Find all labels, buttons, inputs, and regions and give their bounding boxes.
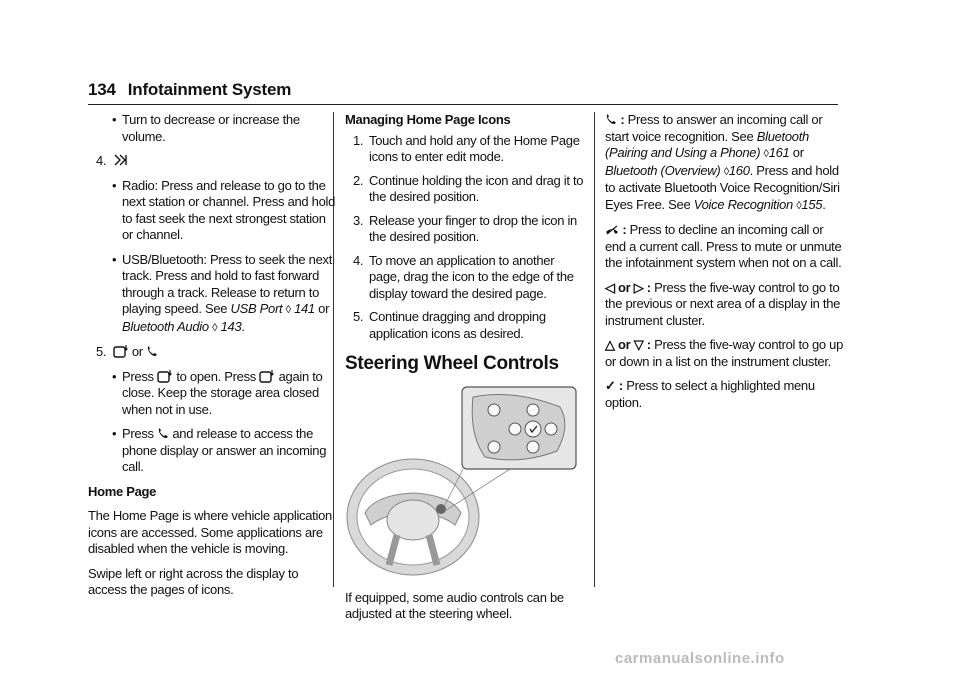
text: Press to answer an incoming call or start voice recognition. See (605, 112, 823, 144)
usb-port-link[interactable]: USB Port (230, 301, 283, 316)
step-text: Touch and hold any of the Home Page icons to enter edit mode. (369, 132, 580, 164)
or-text: or (318, 301, 330, 316)
column-2 (345, 112, 585, 631)
step-text: To move an application to another page, drag the icon to the edge of the display toward the desired page. (369, 252, 574, 301)
home-page-paragraph: Swipe left or right across the display to access the pages of icons. (88, 565, 299, 597)
page-header (88, 80, 291, 100)
right-arrow-icon: ▷ (633, 279, 644, 295)
voice-recognition-link[interactable]: Voice Recognition (693, 196, 793, 212)
page-ref[interactable]: 155 (801, 196, 823, 212)
text: Press to decline an incoming call or end a current call. Press to mute or unmute the infotainment system when not on a call. (605, 222, 842, 270)
bluetooth-audio-link[interactable]: Bluetooth Audio (122, 318, 209, 334)
phone-icon (157, 427, 169, 439)
page-ref-icon: ◊ (796, 199, 802, 212)
up-down-paragraph: △ or ▽ : Press the five-way control to go up or down in a list on the instrument cluster. (605, 337, 844, 369)
or-text: or (618, 279, 631, 295)
page-ref[interactable]: 160 (728, 162, 750, 178)
column-3 (605, 112, 845, 419)
text: again to close. Keep the storage area closed when not in use. (122, 368, 323, 417)
or-text: or (618, 337, 631, 352)
list-item (345, 133, 585, 166)
page-ref[interactable]: 161 (768, 145, 790, 160)
step-number: 4. (353, 252, 364, 268)
section-title: Steering Wheel Controls (345, 353, 559, 374)
bluetooth-overview-link[interactable]: Bluetooth (Overview) (605, 162, 721, 178)
figure-caption: If equipped, some audio controls can be adjusted at the steering wheel. (345, 589, 564, 621)
home-page-heading: Home Page (88, 483, 157, 499)
phone-icon (146, 345, 158, 357)
watermark: carmanualsonline.info (615, 650, 785, 667)
voice-phone-icon (605, 113, 617, 125)
text: to open. Press (176, 368, 256, 384)
text: Press (122, 368, 154, 384)
page-ref-icon: ◊ (723, 165, 729, 178)
list-item (345, 173, 585, 206)
item-4 (96, 153, 338, 170)
bullet-radio: • Radio: Press and release to go to the next station or channel. Press and hold to fast seek the next strongest station or channel. (88, 178, 338, 244)
steering-wheel-illustration (345, 385, 580, 580)
text: Press (122, 426, 154, 441)
step-number: 2. (353, 172, 364, 188)
seek-forward-icon (114, 154, 128, 166)
bullet-usb-text: USB/Bluetooth: Press to seek the next track. Press and hold to fast forward through a track. Release to return to playing speed. See (122, 251, 333, 316)
column-divider (594, 112, 595, 587)
list-item (345, 253, 585, 303)
up-arrow-icon: △ (605, 337, 615, 352)
item-number: 5. (96, 344, 107, 359)
text: Press the five-way control to go up or down in a list on the instrument cluster. (605, 337, 844, 369)
decline-call-paragraph: : Press to decline an incoming call or end a current call. Press to mute or unmute the infotainment system when not on a call. (605, 222, 842, 270)
text: . Press and hold to activate Bluetooth Voice Recognition/Siri Eyes Free. See (605, 162, 840, 212)
answer-call-paragraph: : Press to answer an incoming call or start voice recognition. See Bluetooth (Pairing and Using a Phone) ◊161 or Bluetooth (Overview) ◊160. Press and hold to activate Bluetooth Voice Recognition/Siri Eyes Free. See Voice Recognition ◊155. (605, 112, 840, 212)
bluetooth-pairing-link[interactable]: Bluetooth (Pairing and Using a Phone) (605, 128, 809, 160)
select-paragraph: ✓ : Press to select a highlighted menu option. (605, 378, 815, 410)
usb-page-ref[interactable]: 141 (294, 301, 315, 316)
hang-up-icon (605, 225, 619, 235)
step-text: Continue holding the icon and drag it to the desired position. (369, 172, 584, 204)
step-text: Release your finger to drop the icon in the desired position. (369, 212, 577, 244)
text: Press the five-way control to go to the previous or next area of a display in the instrument cluster. (605, 279, 841, 328)
home-page-paragraph: The Home Page is where vehicle application icons are accessed. Some applications are disabled when the vehicle is moving. (88, 508, 332, 556)
bullet-usb: • USB/Bluetooth: Press to seek the next track. Press and hold to fast forward through a track. Release to return to playing speed. See USB Port ◊ 141 or Bluetooth Audio ◊ 143. (88, 252, 338, 337)
list-item (345, 213, 585, 246)
down-arrow-icon: ▽ (633, 337, 644, 352)
managing-icons-heading: Managing Home Page Icons (345, 112, 511, 127)
checkmark-icon: ✓ (605, 378, 616, 393)
left-right-paragraph: ◁ or ▷ : Press the five-way control to go to the previous or next area of a display in the instrument cluster. (605, 279, 841, 328)
list-item (345, 309, 585, 342)
storage-icon (157, 369, 173, 383)
page-title: Infotainment System (127, 80, 292, 99)
steering-wheel-figure (345, 385, 580, 580)
page-ref-icon: ◊ (212, 321, 218, 334)
item-number: 4. (96, 153, 107, 168)
bullet-press-storage (88, 369, 338, 419)
text: Press to select a highlighted menu option. (605, 378, 815, 410)
page-ref-icon: ◊ (285, 304, 291, 316)
text: and release to access the phone display or answer an incoming call. (122, 426, 327, 474)
header-rule (88, 104, 838, 105)
step-text: Continue dragging and dropping application icons as desired. (369, 309, 546, 341)
or-text: or (131, 344, 143, 359)
item-5 (96, 344, 338, 361)
steps-list (345, 133, 585, 343)
bluetooth-audio-page-ref[interactable]: 143 (220, 318, 242, 334)
column-1 (88, 112, 338, 607)
storage-icon (113, 344, 129, 358)
step-number: 3. (353, 212, 364, 228)
page-number: 134 (88, 80, 116, 99)
or-text: or (792, 145, 804, 160)
page-ref-icon: ◊ (763, 148, 769, 160)
left-arrow-icon: ◁ (605, 279, 615, 295)
bullet-press-phone (88, 426, 338, 476)
storage-icon (259, 369, 275, 383)
step-number: 1. (353, 132, 364, 148)
step-number: 5. (353, 309, 364, 324)
bullet-volume: • Turn to decrease or increase the volume. (88, 112, 338, 145)
